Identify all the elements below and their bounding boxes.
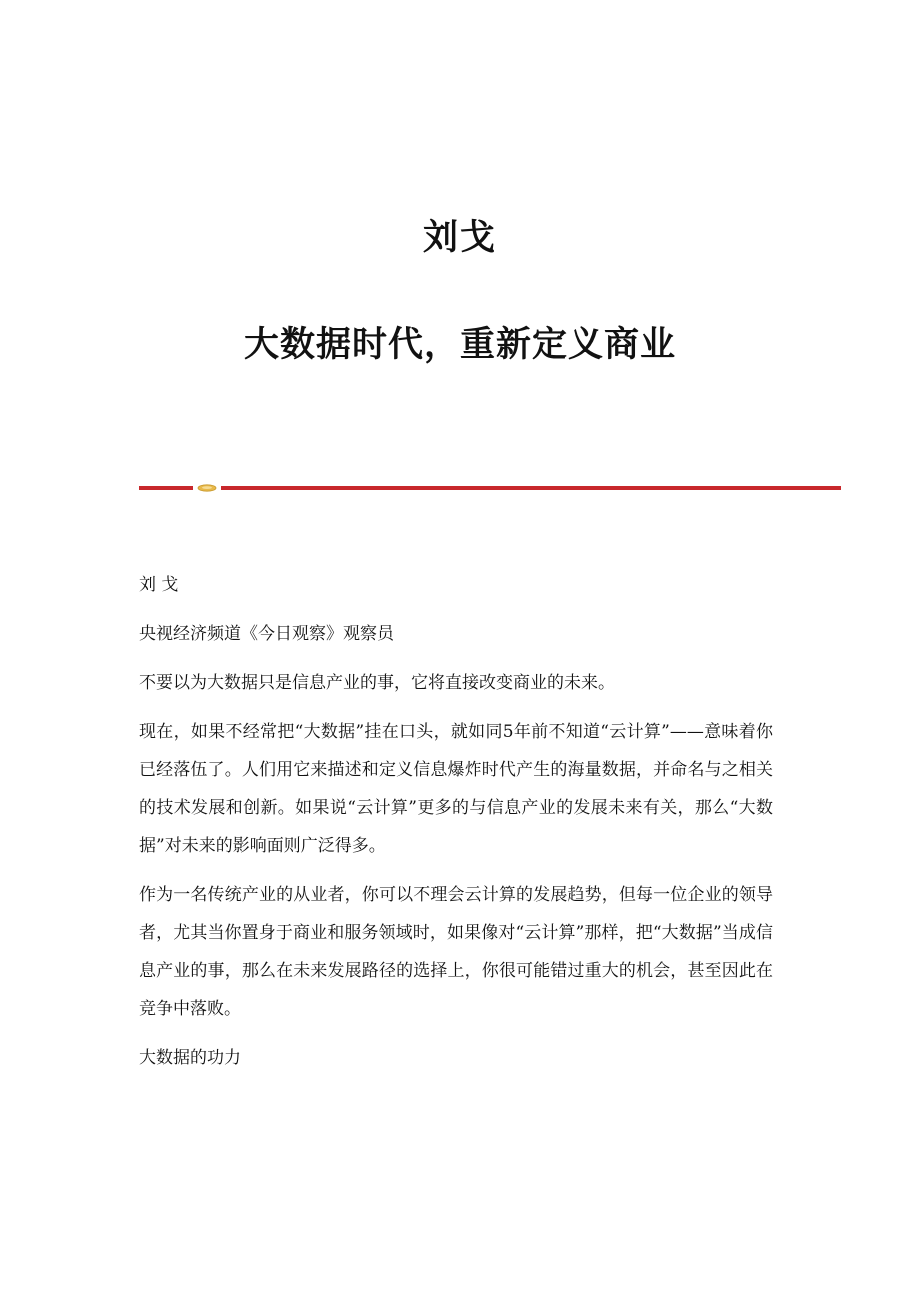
paragraph: 不要以为大数据只是信息产业的事，它将直接改变商业的未来。 <box>139 673 615 693</box>
divider-bar-right <box>221 486 841 490</box>
paragraph: 作为一名传统产业的从业者，你可以不理会云计算的发展趋势，但每一位企业的领导者，尤其当你置身于商业和服务领域时，如果像对“云计算”那样，把“大数据”当成信息产业的事，那么在未来发展路径的选择上，你很可能错过重大的机会，甚至因此在竞争中落败。 <box>139 885 773 1019</box>
title-author: 刘戈 <box>422 217 497 258</box>
article-body <box>139 566 773 1088</box>
byline: 刘 戈 <box>139 575 179 595</box>
title-divider <box>139 484 841 492</box>
affiliation: 央视经济频道《今日观察》观察员 <box>139 624 394 644</box>
document-title: 大数据时代，重新定义商业 <box>243 324 676 365</box>
paragraph: 现在，如果不经常把“大数据”挂在口头，就如同5年前不知道“云计算”——意味着你已经落伍了。人们用它来描述和定义信息爆炸时代产生的海量数据，并命名与之相关的技术发展和创新。如果说“云计算”更多的与信息产业的发展未来有关，那么“大数据”对未来的影响面则广泛得多。 <box>139 722 773 856</box>
section-heading: 大数据的功力 <box>139 1048 241 1068</box>
divider-ornament-icon <box>197 484 217 492</box>
divider-bar-left <box>139 486 193 490</box>
